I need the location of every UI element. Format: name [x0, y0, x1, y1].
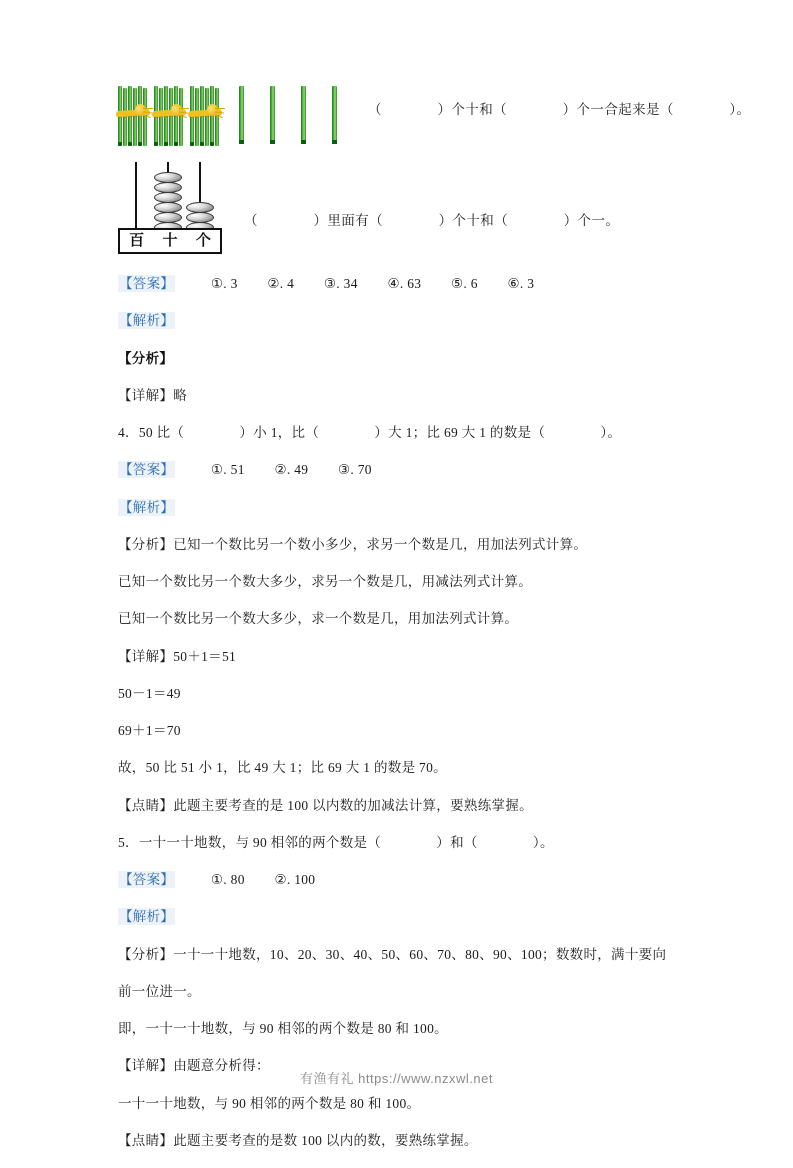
q4-answer-tag: 【答案】 — [119, 462, 175, 478]
q4-fenxi-line-1: 【分析】已知一个数比另一个数小多少，求另一个数是几，用加法列式计算。 — [118, 536, 588, 552]
q4-stem: 4．50 比（ ）小 1，比（ ）大 1；比 69 大 1 的数是（ ）。 — [118, 425, 622, 440]
q4-fenxi-line-3: 已知一个数比另一个数大多少，求一个数是几，用加法列式计算。 — [118, 611, 519, 627]
q3-xiangjie-line: 【详解】略 — [118, 387, 187, 403]
abacus-label-hundreds: 百 — [129, 232, 145, 249]
q5-dianjing: 【点睛】此题主要考查的是数 100 以内的数，要熟练掌握。 — [118, 1132, 478, 1148]
q5-answer-1: ①. 80 — [210, 872, 245, 887]
q3-answer-4: ④. 63 — [387, 276, 422, 291]
q3-answer-tag: 【答案】 — [119, 276, 175, 291]
q3-answer-list — [179, 274, 534, 294]
q5-fenxi-line-2: 前一位进一。 — [118, 983, 201, 999]
q5-answer-2: ②. 100 — [274, 872, 316, 887]
stick-bundle-icon — [190, 84, 220, 146]
abacus-base — [118, 228, 222, 254]
q5-fenxi-line-3: 即，一十一十地数，与 90 相邻的两个数是 80 和 100。 — [118, 1021, 448, 1036]
q3-fenxi-tag: 【分析】 — [118, 350, 174, 366]
q4-answer-list — [179, 460, 372, 480]
q3-answer-2: ②. 4 — [267, 276, 295, 291]
stick-bundle-icon — [118, 84, 148, 146]
q3-answer-5: ⑤. 6 — [450, 276, 478, 291]
q5-xiangjie-line-2: 一十一十地数，与 90 相邻的两个数是 80 和 100。 — [118, 1095, 421, 1111]
q4-xiangjie-line-3: 69＋1＝70 — [118, 723, 181, 738]
sticks-figure-row — [118, 78, 751, 146]
q4-dianjing: 【点睛】此题主要考查的是 100 以内数的加减法计算，要熟练掌握。 — [118, 797, 533, 813]
q4-xiangjie-line-4: 故，50 比 51 小 1，比 49 大 1；比 69 大 1 的数是 70。 — [118, 760, 447, 776]
q3-fenxi-line — [118, 349, 688, 369]
abacus-rod-hundreds — [135, 162, 137, 234]
q4-answer-3: ③. 70 — [337, 462, 372, 478]
page-footer: 有渔有礼 https://www.nzxwl.net — [300, 1071, 493, 1086]
abacus-question-text: （ ）里面有（ ）个十和（ ）个一。 — [244, 213, 620, 229]
abacus-figure-row — [118, 162, 688, 254]
single-stick-icon — [301, 86, 306, 144]
single-stick-icon — [270, 86, 275, 144]
q3-analysis-line — [118, 311, 688, 331]
q5-analysis-line — [118, 907, 688, 927]
q5-answer-line — [118, 870, 688, 890]
q4-answer-1: ①. 51 — [210, 462, 245, 478]
q4-fenxi-line-2: 已知一个数比另一个数大多少，求另一个数是几，用减法列式计算。 — [118, 574, 532, 589]
q4-answer-line — [118, 460, 688, 480]
q3-answer-1: ①. 3 — [210, 276, 238, 291]
q3-answer-6: ⑥. 3 — [507, 276, 535, 291]
q3-answer-line — [118, 274, 688, 294]
sticks-question-text: （ ）个十和（ ）个一合起来是（ ）。 — [368, 102, 751, 118]
single-stick-icon — [239, 86, 244, 144]
q4-analysis-line — [118, 498, 688, 518]
q5-analysis-tag: 【解析】 — [119, 909, 175, 925]
q5-stem: 5．一十一十地数，与 90 相邻的两个数是（ ）和（ ）。 — [118, 834, 554, 850]
document-content — [118, 78, 751, 1168]
q5-xiangjie-line-1: 【详解】由题意分析得： — [118, 1058, 270, 1074]
q4-xiangjie-line-2: 50－1＝49 — [118, 685, 181, 701]
abacus-label-tens: 十 — [162, 232, 178, 249]
q4-analysis-tag: 【解析】 — [119, 499, 175, 515]
sticks-figure — [118, 78, 350, 146]
stick-bundle-icon — [154, 84, 184, 146]
q5-answer-tag: 【答案】 — [119, 872, 175, 887]
abacus-label-ones: 个 — [195, 232, 211, 249]
q3-analysis-tag: 【解析】 — [119, 313, 175, 329]
q4-xiangjie-line-1: 【详解】50＋1＝51 — [118, 648, 237, 664]
q5-answer-list — [179, 870, 315, 890]
single-stick-icon — [332, 86, 337, 144]
q5-fenxi-line-1: 【分析】一十一十地数，10、20、30、40、50、60、70、80、90、100；数数时，满十要向 — [118, 946, 667, 962]
q4-answer-2: ②. 49 — [274, 462, 309, 478]
q3-answer-3: ③. 34 — [323, 276, 358, 291]
abacus-figure — [118, 162, 222, 254]
